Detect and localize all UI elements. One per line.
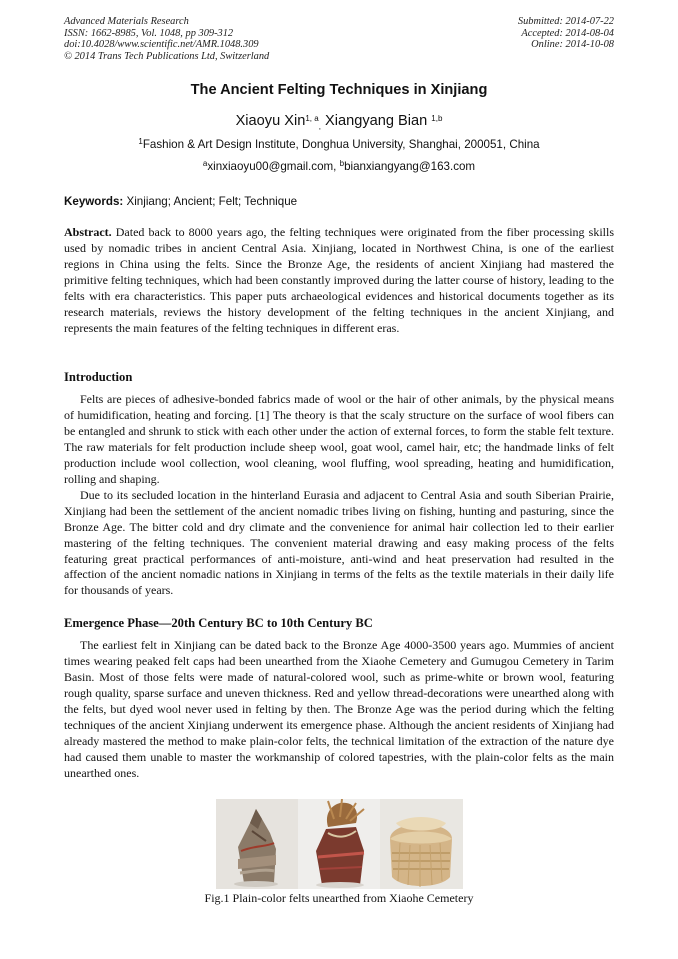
- figure-caption: Fig.1 Plain-color felts unearthed from Xiaohe Cemetery: [204, 891, 474, 905]
- email-address: xinxiaoyu00@gmail.com,: [207, 160, 340, 173]
- email-mark: a: [202, 159, 208, 168]
- author-name: Xiangyang Bian: [320, 113, 432, 129]
- journal-name: Advanced Materials Research: [64, 16, 189, 27]
- peaked-felt-cap-photo: [216, 799, 298, 889]
- figure-1: [216, 799, 463, 889]
- affiliation-text: Fashion & Art Design Institute, Donghua University, Shanghai, 200051, China: [142, 138, 540, 151]
- affiliation: [0, 138, 678, 151]
- submitted-date: Submitted: 2014-07-22: [517, 16, 614, 27]
- affiliation-mark: 1: [138, 137, 143, 146]
- section-heading: Introduction: [64, 370, 133, 384]
- felt-wrapped-basket-photo: [380, 799, 463, 889]
- online-date: Online: 2014-10-08: [531, 39, 614, 51]
- paragraph: The earliest felt in Xinjiang can be dated back to the Bronze Age 4000-3500 years ago. Mummies of ancient times wearing peaked felt caps had been unearthed from the Xiaohe Cemetery and Gumugou Cemetery in Tarim Basin. Most of those felts were made of natural-colored wool, such as prime-white or brown wool, featuring rough quality, sparse surface and uneven thickness. Red and yellow thread-decorations were unearthed along with the felts, but dyed wool never used in felting by then. The Bronze Age was the period during which the felting techniques of the ancient Xinjiang underwent its emergence phase. Although the ancient residents of Xinjiang had already mastered the method to make plain-color felts, the technical limitation of the extraction of the nature dye had caused them unable to master the workmanship of colored tapestries, with the plain-color felts as the main unearthed ones.: [64, 638, 614, 780]
- author-affiliation-mark: 1, a: [305, 114, 319, 123]
- abstract-label: Abstract.: [64, 225, 112, 239]
- journal-copyright: © 2014 Trans Tech Publications Ltd, Switzerland: [64, 50, 270, 62]
- paragraph: Felts are pieces of adhesive-bonded fabrics made of wool or the hair of other animals, by the physical means of humidification, heating and forcing. [1] The theory is that the scaly structure on the surface of wool fibers can be entangled and shrunk to stick with each other under the action of external forces, to form the stable felt texture. The raw materials for felt production include sheep wool, goat wool, camel hair, etc; the handmade links of felt production include wool collection, wool cleaning, wool fluffing, wool spreading, heating and humidification, rolling and shaping.: [64, 392, 614, 486]
- keywords: [64, 195, 616, 208]
- paper-title: The Ancient Felting Techniques in Xinjiang: [190, 82, 488, 98]
- keywords-label: Keywords:: [64, 195, 124, 208]
- feathered-felt-cap-photo: [298, 799, 380, 889]
- publication-dates: [518, 16, 614, 51]
- author-list: [0, 113, 678, 129]
- section-heading: Emergence Phase—20th Century BC to 10th Century BC: [64, 616, 373, 630]
- journal-doi: doi:10.4028/www.scientific.net/AMR.1048.309: [64, 39, 259, 51]
- emergence-body: [64, 638, 614, 782]
- abstract-text: Dated back to 8000 years ago, the felting techniques were originated from the fiber processing skills used by nomadic tribes in ancient Central Asia. Xinjiang, located in Northwest China, is one of the earliest regions in China using the felts. Since the Bronze Age, the residents of ancient Xinjiang had mastered the primitive felting techniques, which had been constantly improved during the latter course of history, leading to the felts with era characteristics. This paper puts archaeological evidences and historical documents together as its research materials, reviews the history development of the felting techniques in the ancient Xinjiang, and represents the main features of the felting techniques in different eras.: [64, 225, 614, 335]
- email-mark: b: [339, 159, 345, 168]
- paragraph: Due to its secluded location in the hinterland Eurasia and adjacent to Central Asia and south Siberian Prairie, Xinjiang had been the settlement of the ancient nomadic tribes living on fishing, hunting and pasturing, since the Bronze Age. The bitter cold and dry climate and the convenience for animal hair collection led to their earlier mastering of the felting techniques. The convenient material drawing and easy making process of the felts featuring great practical performances of anti-moisture, anti-wind and heat preservation had resulted in the affection of the ancient nomadic nations in Xinjiang in terms of the felts as the textile materials in their daily life for thousands of years.: [64, 487, 614, 598]
- abstract: [64, 225, 614, 337]
- accepted-date: Accepted: 2014-08-04: [521, 27, 614, 39]
- keywords-text: Xinjiang; Ancient; Felt; Technique: [123, 195, 298, 208]
- author-separator: ,: [318, 121, 321, 131]
- journal-issn: ISSN: 1662-8985, Vol. 1048, pp 309-312: [64, 27, 234, 39]
- introduction-body: [64, 392, 614, 599]
- author-affiliation-mark: 1,b: [431, 114, 443, 123]
- author-emails: [0, 160, 678, 173]
- email-address: bianxiangyang@163.com: [344, 160, 476, 173]
- author-name: Xiaoyu Xin: [235, 113, 306, 129]
- journal-info: [64, 16, 269, 62]
